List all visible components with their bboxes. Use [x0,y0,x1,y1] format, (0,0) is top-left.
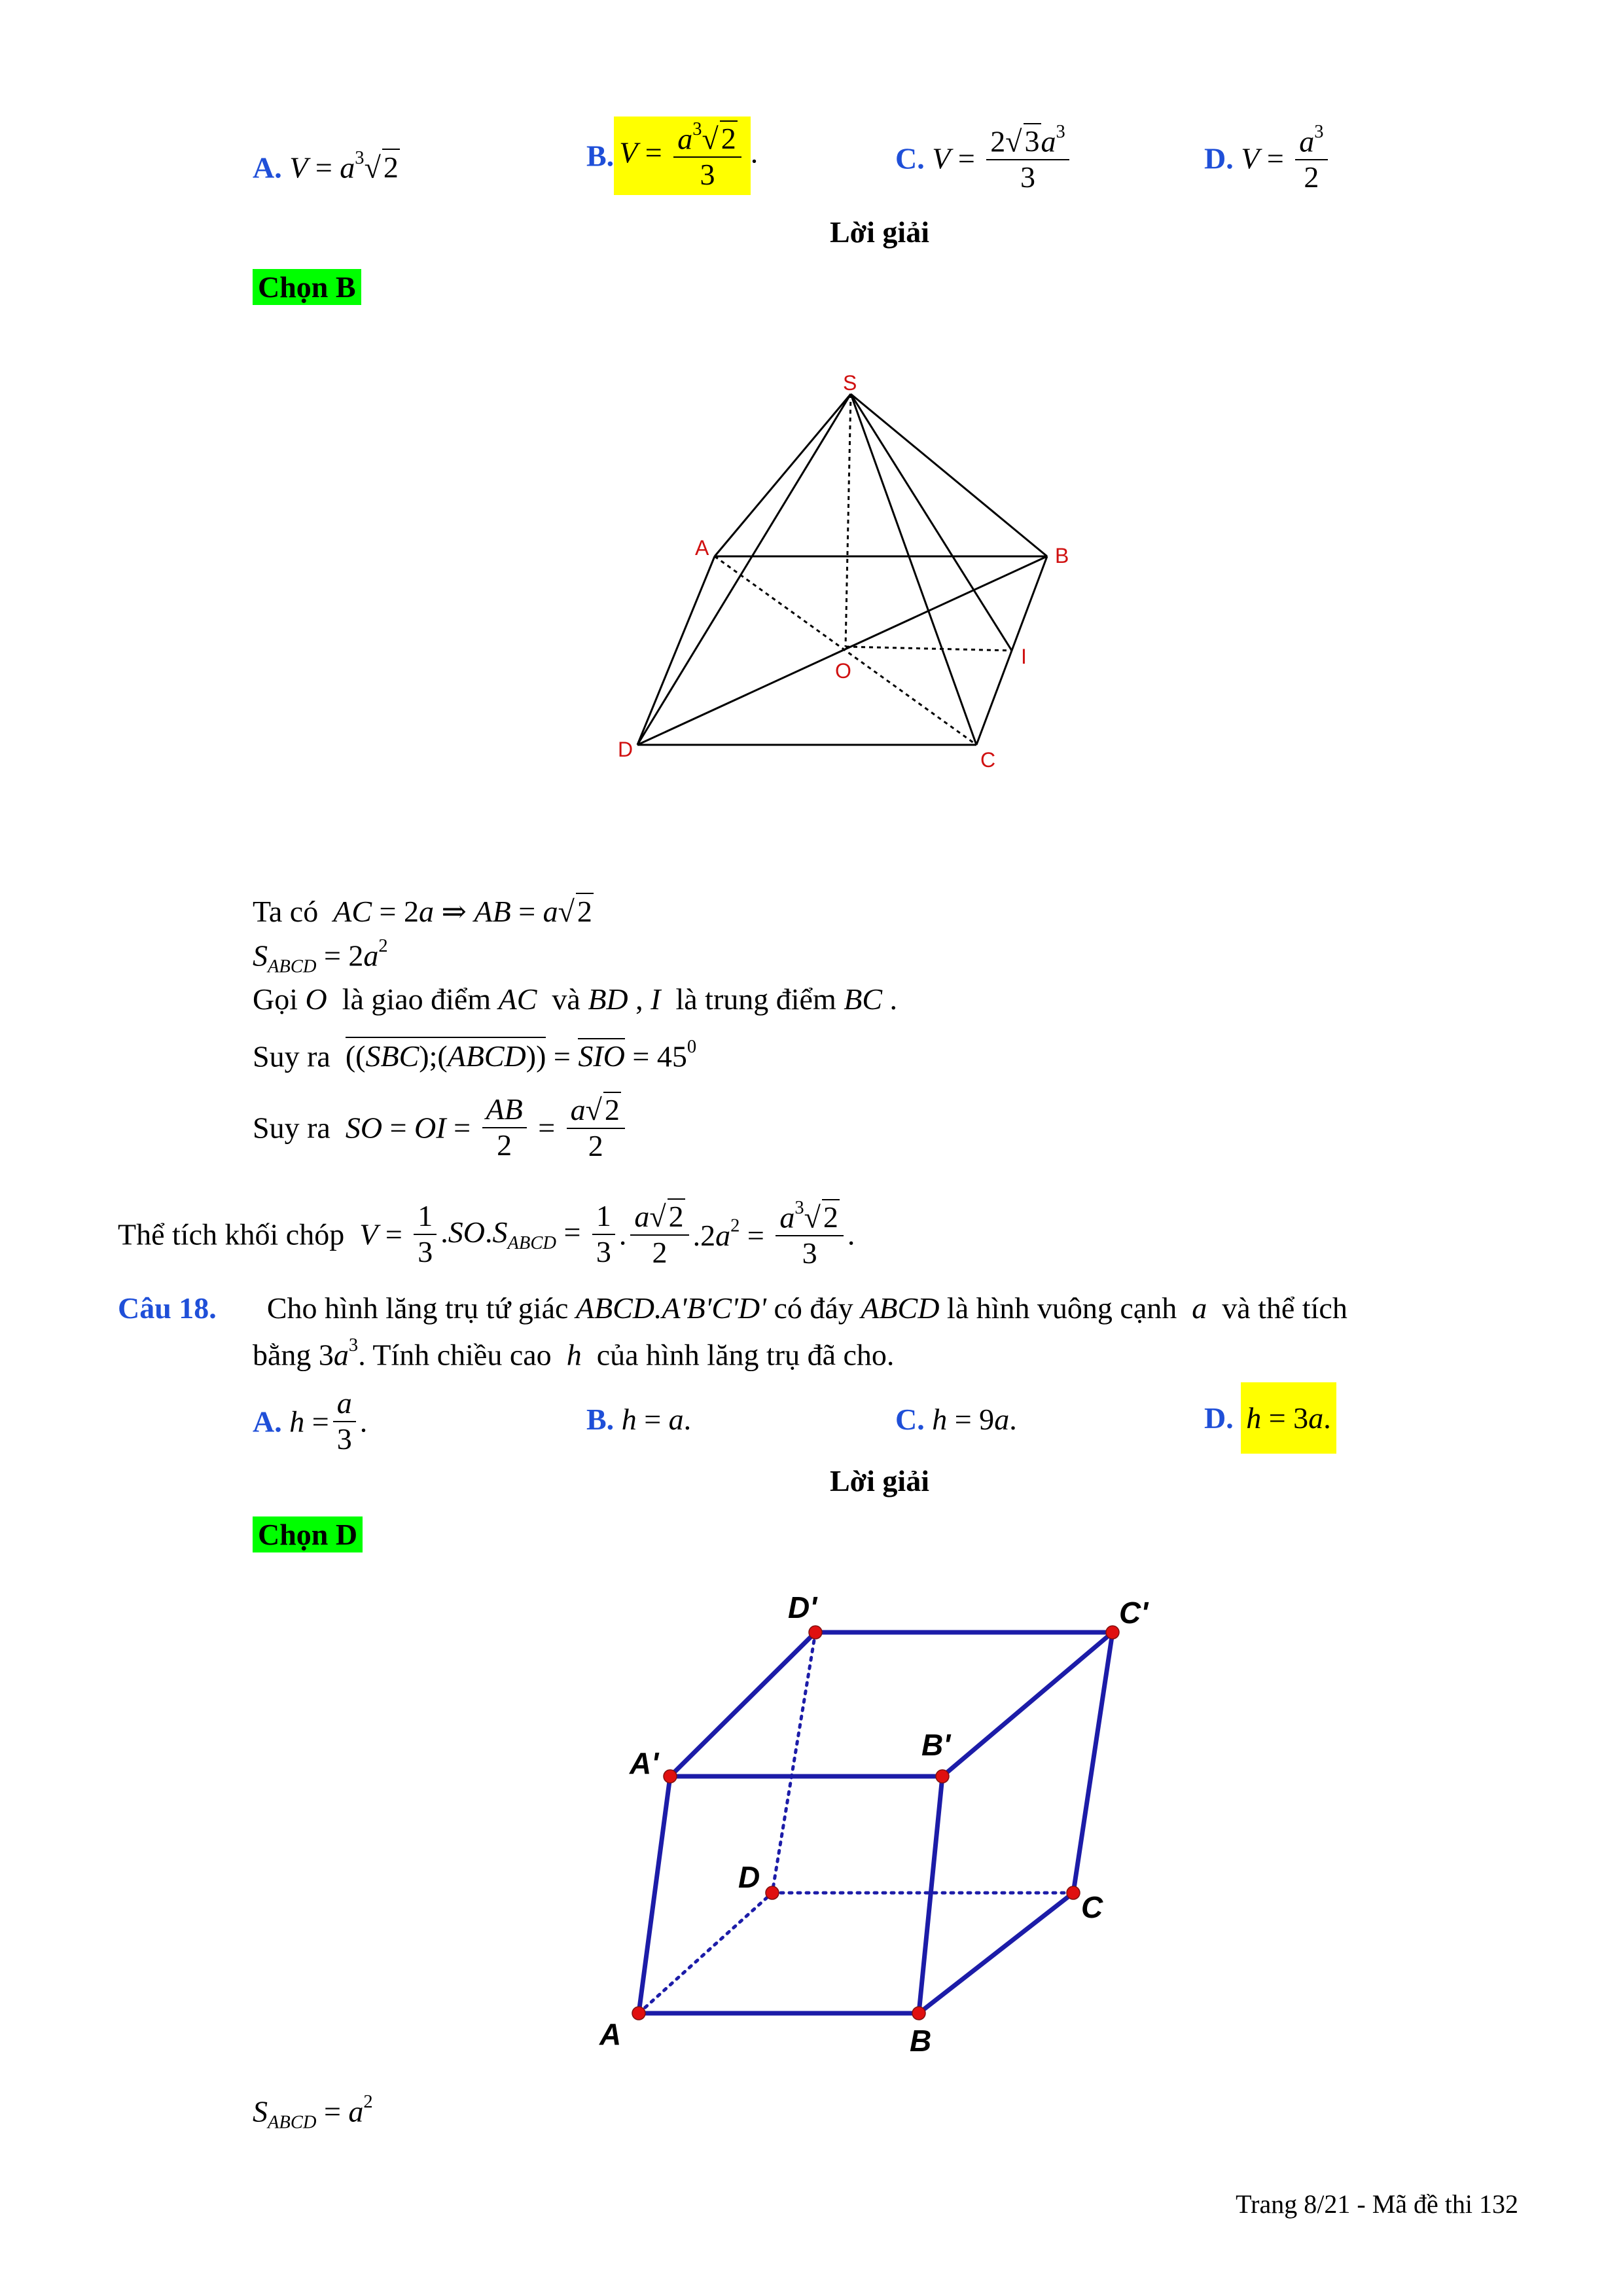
edge-B1C1 [942,1632,1113,1776]
point-A [632,2007,645,2020]
q17-option-c: C. V = $\frac{2√3a^3}{3}$ [895,122,1073,195]
label-A1: A' [630,1746,659,1780]
label-D: D [618,738,633,761]
point-D [766,1886,779,1899]
edge-BC [919,1893,1073,2013]
label-A: A [695,536,709,560]
edge-AD [637,556,715,745]
q17-option-d: D. V = $\frac{a^3}{2}$ [1204,122,1332,195]
q17-line-6: Thể tích khối chóp V = $\frac{1}{3}$ $.SO.S_{ABCD}$ = $\frac{1}{3}$ . $\frac{a√2}{2}$ $.2a^2$ = $\frac{a^3√2}{3}$ . [118,1198,855,1270]
pyramid-figure [0,0,1623,851]
page-footer: Trang 8/21 - Mã đề thi 132 [1236,2189,1518,2219]
point-C1 [1106,1626,1119,1639]
point-B [912,2007,925,2020]
label-B: B [910,2024,932,2058]
q18-option-c: C. h = 9a. [895,1403,1017,1436]
diag-BD [637,556,1047,745]
label-C1: C' [1119,1596,1149,1630]
point-A1 [664,1770,677,1783]
label-C: C [980,748,996,772]
edge-A1A [639,1776,670,2013]
diag-AC [715,556,976,745]
point-D1 [809,1626,822,1639]
prism-figure [0,1558,1623,2081]
q17-line-2: $S_{ABCD} = 2a^2$ [253,936,388,977]
q17-line-5: Suy ra SO = OI = $\frac{AB}{2}$ = $\frac{a√2}{2}$ [253,1092,629,1164]
q17-option-b: B. V = $\frac{a^3√2}{3}$ . [586,117,758,195]
label-B: B [1055,544,1069,567]
label-I: I [1021,645,1027,668]
edge-C1C [1073,1632,1113,1893]
label-D1: D' [788,1590,817,1624]
q18-area-line: $S_{ABCD} = a^2$ [253,2092,373,2133]
q18-choice-badge: Chọn D [253,1517,363,1552]
edge-SI [851,394,1012,651]
label-S: S [843,371,857,395]
height-SO [846,394,851,647]
q17-choice-badge: Chọn B [253,270,361,304]
label-A: A [599,2017,622,2051]
label-C: C [1081,1890,1103,1924]
label-B1: B' [921,1728,951,1762]
edge-D1A1 [670,1632,815,1776]
label-D: D [738,1860,760,1894]
q18-solution-heading: Lời giải [830,1464,929,1498]
q17-option-a: A. $V = a^3√2$ [253,148,399,185]
segment-OI [846,647,1012,651]
q17-solution-heading: Lời giải [830,215,929,249]
q18-option-d: D. h = 3a. [1204,1382,1336,1454]
edge-B1B [919,1776,942,2013]
label-O: O [835,659,851,683]
q17-line-4: Suy ra ((SBC);(ABCD)) = SIO = $45^0$ [253,1037,697,1073]
point-C [1067,1886,1080,1899]
edge-SA [715,394,851,556]
edge-SD [637,394,851,745]
point-B1 [936,1770,949,1783]
q18-question-line-1: Câu 18. Cho hình lăng trụ tứ giác ABCD.A'B'C'D' có đáy ABCD là hình vuông cạnh a và thể tích [118,1291,1347,1325]
q17-line-3: Gọi O là giao điểm AC và BD , I là trung điểm BC . [253,982,898,1016]
q18-option-a: A. h = $\frac{a}{3}$ . [253,1386,368,1456]
q18-option-b: B. h = a. [586,1403,692,1436]
edge-AD-hidden [639,1893,772,2013]
q17-line-1: Ta có AC = 2a ⇒ AB = a√2 [253,893,594,929]
q18-question-line-2: bằng $3a^3$. Tính chiều cao h của hình lăng trụ đã cho. [253,1335,895,1372]
